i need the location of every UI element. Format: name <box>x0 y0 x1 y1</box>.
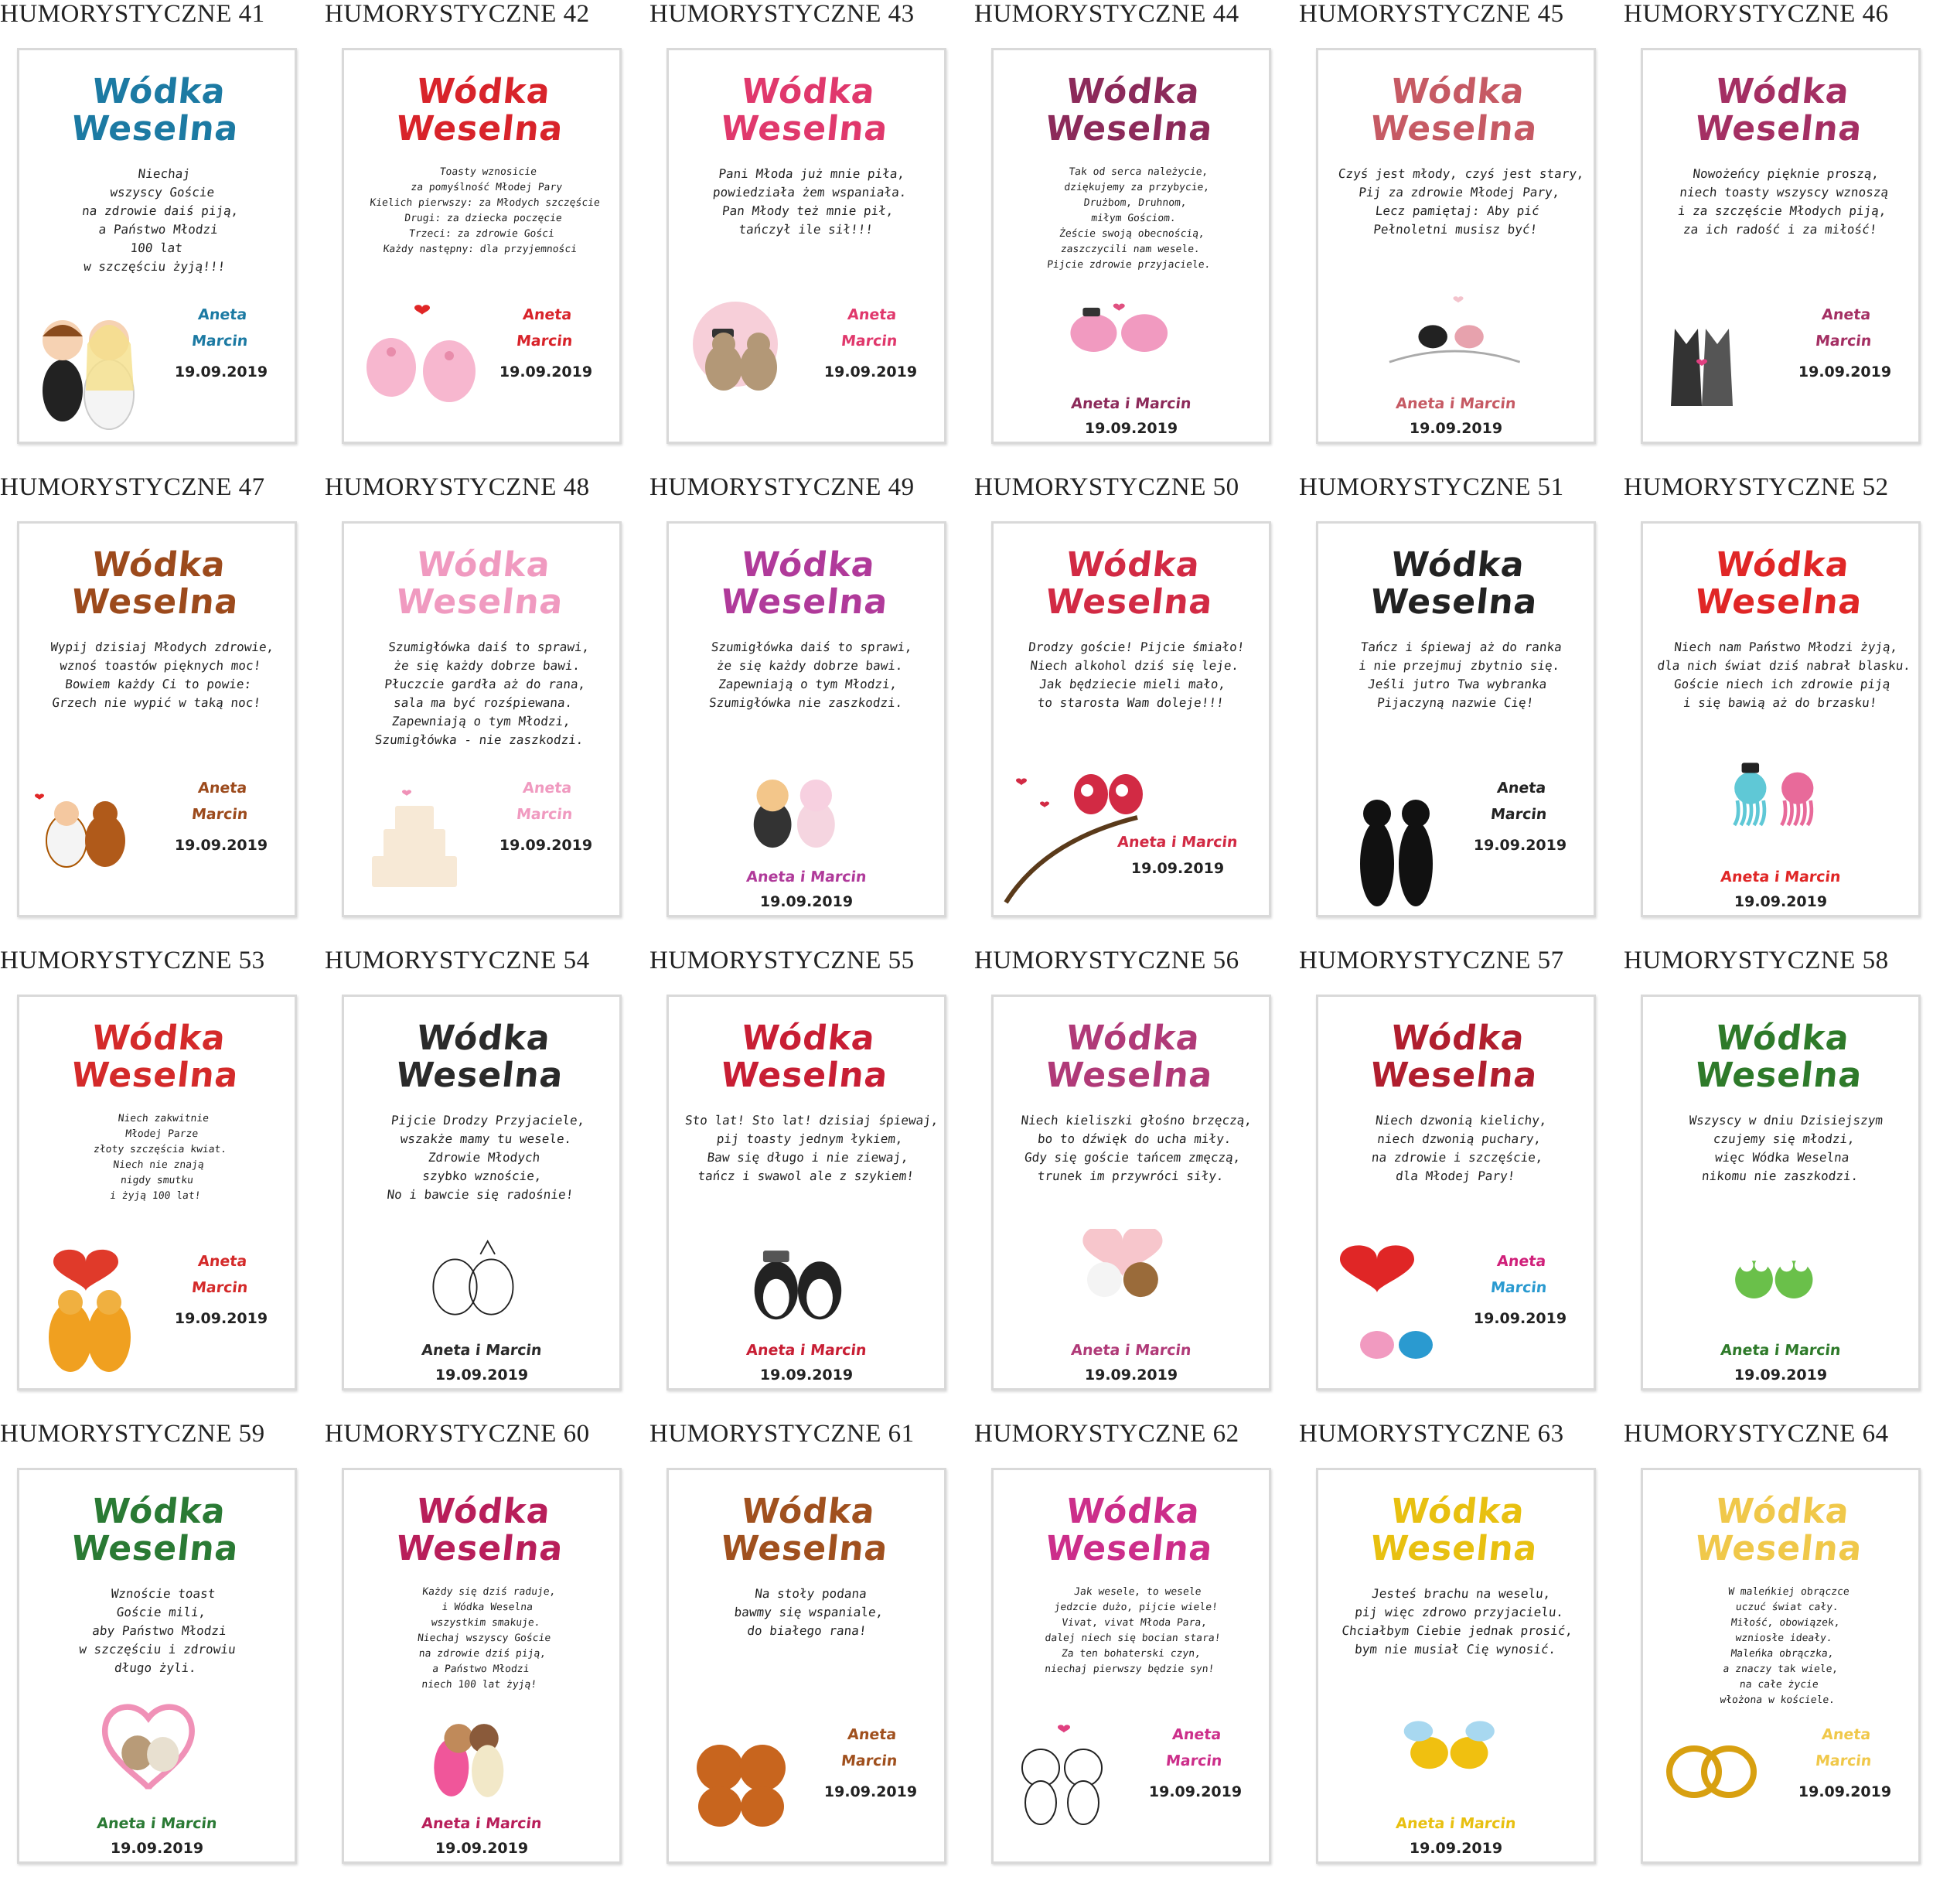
couple-names: Aneta i Marcin <box>1395 395 1517 412</box>
product-tile[interactable] <box>0 473 325 957</box>
couple-names: Aneta Marcin <box>1164 1726 1223 1769</box>
product-tile[interactable] <box>1624 1420 1933 1904</box>
octopus-icon <box>1710 756 1856 872</box>
couple-names: Aneta i Marcin <box>745 1342 868 1359</box>
card-title-line2: Weselna <box>394 582 566 622</box>
card-title-line2: Weselna <box>1693 1056 1865 1095</box>
card-poem: Na stoły podana bawmy się wspaniale, do białego rana! <box>733 1586 885 1638</box>
card-poem: Tańcz i śpiewaj aż do ranka i nie przejmuj zbytnio się. Jeśli jutro Twa wybranka Pijaczyną nazwie Cię! <box>1358 640 1563 710</box>
product-label[interactable]: HUMORYSTYCZNE 57 <box>1299 947 1564 974</box>
product-label[interactable]: HUMORYSTYCZNE 44 <box>974 0 1239 28</box>
product-label[interactable]: HUMORYSTYCZNE 45 <box>1299 0 1564 28</box>
card-title-line1: Wódka <box>414 72 553 111</box>
product-label[interactable]: HUMORYSTYCZNE 41 <box>0 0 265 28</box>
card-title <box>666 73 946 148</box>
couple-names: Aneta Marcin <box>840 306 898 350</box>
wedding-date: 19.09.2019 <box>174 837 268 854</box>
couple-names: Aneta Marcin <box>840 1726 898 1769</box>
card-title-line2: Weselna <box>1043 1529 1215 1568</box>
product-tile[interactable] <box>0 1420 325 1904</box>
product-label[interactable]: HUMORYSTYCZNE 60 <box>325 1420 590 1448</box>
rings-icon <box>411 1229 557 1345</box>
card-title-line1: Wódka <box>1713 1492 1852 1531</box>
product-label[interactable]: HUMORYSTYCZNE 63 <box>1299 1420 1564 1448</box>
card-poem: Drodzy goście! Pijcie śmiało! Niech alkohol dziś się leje. Jak będziecie mieli mało, to starosta Wam doleje!!! <box>1028 640 1246 710</box>
card-title-line1: Wódka <box>1064 545 1202 585</box>
wedding-date: 19.09.2019 <box>1473 1310 1567 1327</box>
product-label[interactable]: HUMORYSTYCZNE 49 <box>649 473 915 501</box>
card-title <box>1316 73 1596 148</box>
label-card[interactable] <box>666 1468 946 1864</box>
card-poem: Szumigłówka daiś to sprawi, że się każdy dobrze bawi. Płuczcie gardła aż do rana, sala ma być rozśpiewana. Zapewniają o tym Młodzi, Szumigłówka - nie zaszkodzi. <box>373 640 591 747</box>
product-tile[interactable] <box>974 473 1299 957</box>
couple-names: Aneta Marcin <box>1489 780 1548 823</box>
card-title-line2: Weselna <box>1693 582 1865 622</box>
card-title-line1: Wódka <box>1389 545 1527 585</box>
card-poem: Jak wesele, to wesele jedzcie dużo, pijcie wiele! Vivat, vivat Młoda Para, dalej niech się bocian stara! Za ten bohaterski czyn, niechaj pierwszy będzie syn! <box>1044 1586 1222 1675</box>
card-title-line1: Wódka <box>739 1492 878 1531</box>
card-poem: Niech nam Państwo Młodzi żyją, dla nich świat dziś nabrał blasku. Goście niech ich zdrowie piją i się bawią aż do brzasku! <box>1656 640 1912 710</box>
card-title-line1: Wódka <box>739 72 878 111</box>
couple-names <box>1459 1248 1580 1301</box>
card-poem: Pijcie Drodzy Przyjaciele, wszakże mamy tu wesele. Zdrowie Młodych szybko wznoście, No i bawcie się radośnie! <box>386 1113 586 1202</box>
card-title <box>1641 1493 1921 1568</box>
card-title-line2: Weselna <box>394 109 566 148</box>
wedding-date: 19.09.2019 <box>1409 1840 1503 1857</box>
card-poem: Sto lat! Sto lat! dzisiaj śpiewaj, pij toasty jednym łykiem, Baw się długo i nie ziewaj, tańcz i swawol ale z szykiem! <box>684 1113 939 1183</box>
wedding-date: 19.09.2019 <box>1798 363 1892 380</box>
wedding-date: 19.09.2019 <box>435 1840 529 1857</box>
couple-names: Aneta Marcin <box>515 306 574 350</box>
wedding-date: 19.09.2019 <box>759 893 854 910</box>
product-label[interactable]: HUMORYSTYCZNE 48 <box>325 473 590 501</box>
product-label[interactable]: HUMORYSTYCZNE 50 <box>974 473 1239 501</box>
card-title-line2: Weselna <box>718 1056 891 1095</box>
card-title <box>342 73 622 148</box>
card-title-line2: Weselna <box>1043 582 1215 622</box>
card-poem: Wznoście toast Goście mili, aby Państwo Młodzi w szczęściu i zdrowiu długo żyli. <box>78 1586 237 1675</box>
wedding-date: 19.09.2019 <box>435 1367 529 1384</box>
product-label[interactable]: HUMORYSTYCZNE 43 <box>649 0 915 28</box>
card-title-line1: Wódka <box>739 1019 878 1058</box>
product-tile[interactable] <box>649 473 974 957</box>
couple-names: Aneta i Marcin <box>421 1342 543 1359</box>
product-tile[interactable] <box>1624 947 1933 1431</box>
card-title-line2: Weselna <box>69 582 241 622</box>
wedding-date: 19.09.2019 <box>823 1783 918 1800</box>
card-title-line1: Wódka <box>414 1492 553 1531</box>
card-title <box>342 1493 622 1568</box>
card-poem: Tak od serca należycie, dziękujemy za przybycie, Drużbom, Druhnom, miłym Gościom. Żeście swoją obecnością, zaszczycili nam wesele. Pijcie zdrowie przyjaciele. <box>1046 166 1212 271</box>
label-card[interactable] <box>666 995 946 1390</box>
product-label[interactable]: HUMORYSTYCZNE 51 <box>1299 473 1564 501</box>
card-poem: Niech zakwitnie Młodej Parze złoty szczęścia kwiat. Niech nie znają nigdy smutku i żyją 100 lat! <box>93 1113 227 1202</box>
wedding-date: 19.09.2019 <box>110 1840 204 1857</box>
card-poem: W maleńkiej obrączce uczuć świat cały. Miłość, obowiązek, wzniosłe ideały. Maleńka obrączka, a znaczy tak wiele, na całe życie włożona w kościele. <box>1719 1586 1850 1706</box>
product-tile[interactable] <box>325 473 649 957</box>
card-title-line1: Wódka <box>739 545 878 585</box>
couple-names: Aneta i Marcin <box>745 868 868 885</box>
card-title <box>1641 1020 1921 1094</box>
product-label[interactable]: HUMORYSTYCZNE 52 <box>1624 473 1889 501</box>
wedding-date: 19.09.2019 <box>174 363 268 380</box>
card-title <box>17 73 297 148</box>
card-poem: Niech dzwonią kielichy, niech dzwonią puchary, na zdrowie i szczęście, dla Młodej Pary! <box>1371 1113 1548 1183</box>
couple-names: Aneta Marcin <box>515 780 574 823</box>
card-title-line1: Wódka <box>1389 1492 1527 1531</box>
product-tile[interactable] <box>1624 473 1933 957</box>
bees-icon <box>1385 1702 1532 1818</box>
card-title <box>1641 547 1921 621</box>
pig-couple-icon <box>1060 282 1207 398</box>
kissing-bears-icon <box>411 1702 557 1818</box>
card-title-line2: Weselna <box>1043 1056 1215 1095</box>
label-card[interactable] <box>666 48 946 444</box>
label-card[interactable] <box>1316 48 1596 444</box>
card-title-line1: Wódka <box>1713 545 1852 585</box>
card-title-line1: Wódka <box>90 545 228 585</box>
product-tile[interactable] <box>1624 0 1933 484</box>
product-label[interactable]: HUMORYSTYCZNE 46 <box>1624 0 1889 28</box>
product-label[interactable]: HUMORYSTYCZNE 64 <box>1624 1420 1889 1448</box>
wedding-date: 19.09.2019 <box>1409 420 1503 437</box>
label-card[interactable] <box>17 521 297 917</box>
product-tile[interactable] <box>649 1420 974 1904</box>
card-poem: Czyś jest młody, czyś jest stary, Pij za zdrowie Młodej Pary, Lecz pamiętaj: Aby pić Pełnoletni musisz być! <box>1337 166 1585 237</box>
card-title-line1: Wódka <box>1389 1019 1527 1058</box>
card-title-line2: Weselna <box>1368 1529 1540 1568</box>
wedding-date: 19.09.2019 <box>1148 1783 1243 1800</box>
label-card[interactable] <box>991 48 1271 444</box>
label-card[interactable] <box>342 521 622 917</box>
sheep-icon <box>86 1702 233 1818</box>
card-title <box>1316 1020 1596 1094</box>
product-tile[interactable] <box>325 1420 649 1904</box>
card-title <box>991 1493 1271 1568</box>
card-title <box>991 73 1271 148</box>
wedding-date: 19.09.2019 <box>1734 893 1828 910</box>
couple-names: Aneta i Marcin <box>96 1815 218 1832</box>
product-tile[interactable] <box>649 0 974 484</box>
wedding-date: 19.09.2019 <box>1084 420 1178 437</box>
label-card[interactable] <box>1641 521 1921 917</box>
couple-names: Aneta i Marcin <box>1117 834 1239 851</box>
dogs-icon <box>1060 1229 1207 1345</box>
couple-name-2: Marcin <box>1489 1279 1548 1296</box>
couple-names: Aneta i Marcin <box>1720 868 1842 885</box>
wedding-date: 19.09.2019 <box>1734 1367 1828 1384</box>
product-tile[interactable] <box>974 947 1299 1431</box>
product-tile[interactable] <box>325 947 649 1431</box>
card-poem: Wypij dzisiaj Młodych zdrowie, wznoś toastów pięknych moc! Bowiem każdy Ci to powie: Grzech nie wypić w taką noc! <box>49 640 275 710</box>
couple-names: Aneta Marcin <box>190 780 249 823</box>
product-label[interactable]: HUMORYSTYCZNE 62 <box>974 1420 1239 1448</box>
product-tile[interactable] <box>649 947 974 1431</box>
couple-names: Aneta i Marcin <box>1395 1815 1517 1832</box>
card-poem: Szumigłówka daiś to sprawi, że się każdy dobrze bawi. Zapewniają o tym Młodzi, Szumigłówka nie zaszkodzi. <box>708 640 913 710</box>
label-card[interactable] <box>666 521 946 917</box>
card-poem: Wszyscy w dniu Dzisiejszym czujemy się młodzi, więc Wódka Weselna nikomu nie zaszkodzi. <box>1688 1113 1884 1183</box>
couple-names: Aneta i Marcin <box>1720 1342 1842 1359</box>
card-poem: Toasty wznosicie za pomyślność Młodej Pary Kielich pierwszy: za Młodych szczęście Drugi: za dziecka poczęcie Trzeci: za zdrowie Gości Każdy następny: dla przyjemności <box>369 166 601 255</box>
couple-names: Aneta Marcin <box>1814 306 1873 350</box>
product-tile[interactable] <box>0 947 325 1431</box>
card-title <box>991 547 1271 621</box>
label-card[interactable] <box>1316 521 1596 917</box>
penguins-icon <box>735 1229 882 1345</box>
card-title-line2: Weselna <box>69 1056 241 1095</box>
card-title-line1: Wódka <box>1389 72 1527 111</box>
card-title-line2: Weselna <box>69 109 241 148</box>
card-title-line1: Wódka <box>1064 1019 1202 1058</box>
label-card[interactable] <box>991 1468 1271 1864</box>
card-poem: Niechaj wszyscy Goście na zdrowie daiś piją, a Państwo Młodzi 100 lat w szczęściu żyją!!! <box>81 166 240 274</box>
wedding-date: 19.09.2019 <box>823 363 918 380</box>
label-card[interactable] <box>991 521 1271 917</box>
card-poem: Jesteś brachu na weselu, pij więc zdrowo przyjacielu. Chciałbym Ciebie jednak prosić, bym nie musiał Cię wynosić. <box>1341 1586 1574 1657</box>
card-poem: Każdy się dziś raduje, i Wódka Weselna wszystkim smakuje. Niechaj wszyscy Goście na zdrowie dziś piją, a Państwo Młodzi niech 100 lat żyją! <box>417 1586 557 1691</box>
product-label[interactable]: HUMORYSTYCZNE 55 <box>649 947 915 974</box>
product-tile[interactable] <box>974 0 1299 484</box>
card-title <box>1316 547 1596 621</box>
label-card[interactable] <box>1316 995 1596 1390</box>
couple-name-1: Aneta <box>1496 1253 1547 1270</box>
label-card[interactable] <box>1316 1468 1596 1864</box>
card-title <box>1641 73 1921 148</box>
couple-names: Aneta i Marcin <box>421 1815 543 1832</box>
label-card[interactable] <box>342 995 622 1390</box>
card-title <box>666 547 946 621</box>
card-poem: Niech kieliszki głośno brzęczą, bo to dźwięk do ucha miły. Gdy się goście tańcem zmęczą, trunek im przywróci siły. <box>1020 1113 1253 1183</box>
card-title-line2: Weselna <box>1043 109 1215 148</box>
label-card[interactable] <box>991 995 1271 1390</box>
product-tile[interactable] <box>1299 947 1624 1431</box>
card-poem: Nowożeńcy pięknie proszą, niech toasty wszyscy wznoszą i za szczęście Młodych piją, za ich radość i za miłość! <box>1676 166 1890 237</box>
product-tile[interactable] <box>1299 473 1624 957</box>
wedding-date: 19.09.2019 <box>759 1367 854 1384</box>
wedding-date: 19.09.2019 <box>499 837 593 854</box>
kittens-icon <box>735 756 882 872</box>
label-card[interactable] <box>17 995 297 1390</box>
wedding-date: 19.09.2019 <box>174 1310 268 1327</box>
card-title-line2: Weselna <box>69 1529 241 1568</box>
card-title-line2: Weselna <box>394 1529 566 1568</box>
couple-names: Aneta i Marcin <box>1070 395 1192 412</box>
label-card[interactable] <box>342 1468 622 1864</box>
product-tile[interactable] <box>1299 0 1624 484</box>
product-tile[interactable] <box>974 1420 1299 1904</box>
card-title-line2: Weselna <box>1693 109 1865 148</box>
product-tile[interactable] <box>325 0 649 484</box>
card-title-line2: Weselna <box>394 1056 566 1095</box>
product-label[interactable]: HUMORYSTYCZNE 56 <box>974 947 1239 974</box>
label-card[interactable] <box>342 48 622 444</box>
card-title-line2: Weselna <box>1368 582 1540 622</box>
wedding-date: 19.09.2019 <box>1130 860 1225 877</box>
label-card[interactable] <box>1641 1468 1921 1864</box>
frogs-icon <box>1710 1229 1856 1345</box>
card-title <box>666 1020 946 1094</box>
card-title-line2: Weselna <box>1693 1529 1865 1568</box>
card-title-line1: Wódka <box>90 1019 228 1058</box>
card-title-line1: Wódka <box>1713 1019 1852 1058</box>
product-label[interactable]: HUMORYSTYCZNE 58 <box>1624 947 1889 974</box>
wedding-date: 19.09.2019 <box>499 363 593 380</box>
wedding-date: 19.09.2019 <box>1798 1783 1892 1800</box>
card-title-line1: Wódka <box>90 1492 228 1531</box>
card-title-line2: Weselna <box>718 1529 891 1568</box>
couple-names: Aneta Marcin <box>1814 1726 1873 1769</box>
card-title-line1: Wódka <box>1064 1492 1202 1531</box>
card-title <box>666 1493 946 1568</box>
card-title-line2: Weselna <box>1368 109 1540 148</box>
card-poem: Pani Młoda już mnie piła, powiedziała żem wspaniała. Pan Młody też mnie pił, tańczył ile sił!!! <box>712 166 908 237</box>
wedding-date: 19.09.2019 <box>1084 1367 1178 1384</box>
card-title <box>17 547 297 621</box>
product-tile[interactable] <box>0 0 325 484</box>
card-title <box>17 1020 297 1094</box>
label-card[interactable] <box>1641 48 1921 444</box>
card-title <box>17 1493 297 1568</box>
label-card[interactable] <box>17 1468 297 1864</box>
product-label[interactable]: HUMORYSTYCZNE 47 <box>0 473 265 501</box>
card-title <box>1316 1493 1596 1568</box>
couple-names: Aneta Marcin <box>190 306 249 350</box>
label-card[interactable] <box>17 48 297 444</box>
card-title-line2: Weselna <box>718 582 891 622</box>
card-title-line2: Weselna <box>718 109 891 148</box>
card-title-line2: Weselna <box>1368 1056 1540 1095</box>
card-title-line1: Wódka <box>90 72 228 111</box>
card-title-line1: Wódka <box>414 545 553 585</box>
couple-names: Aneta i Marcin <box>1070 1342 1192 1359</box>
card-title-line1: Wódka <box>1713 72 1852 111</box>
card-title-line1: Wódka <box>414 1019 553 1058</box>
card-title <box>342 547 622 621</box>
birds-icon <box>1385 282 1532 398</box>
product-label[interactable]: HUMORYSTYCZNE 61 <box>649 1420 915 1448</box>
product-label[interactable]: HUMORYSTYCZNE 53 <box>0 947 265 974</box>
card-title-line1: Wódka <box>1064 72 1202 111</box>
card-title <box>991 1020 1271 1094</box>
card-title <box>342 1020 622 1094</box>
couple-names: Aneta Marcin <box>190 1253 249 1296</box>
product-label[interactable]: HUMORYSTYCZNE 59 <box>0 1420 265 1448</box>
product-label[interactable]: HUMORYSTYCZNE 54 <box>325 947 590 974</box>
product-label[interactable]: HUMORYSTYCZNE 42 <box>325 0 590 28</box>
wedding-date: 19.09.2019 <box>1473 837 1567 854</box>
label-card[interactable] <box>1641 995 1921 1390</box>
product-tile[interactable] <box>1299 1420 1624 1904</box>
